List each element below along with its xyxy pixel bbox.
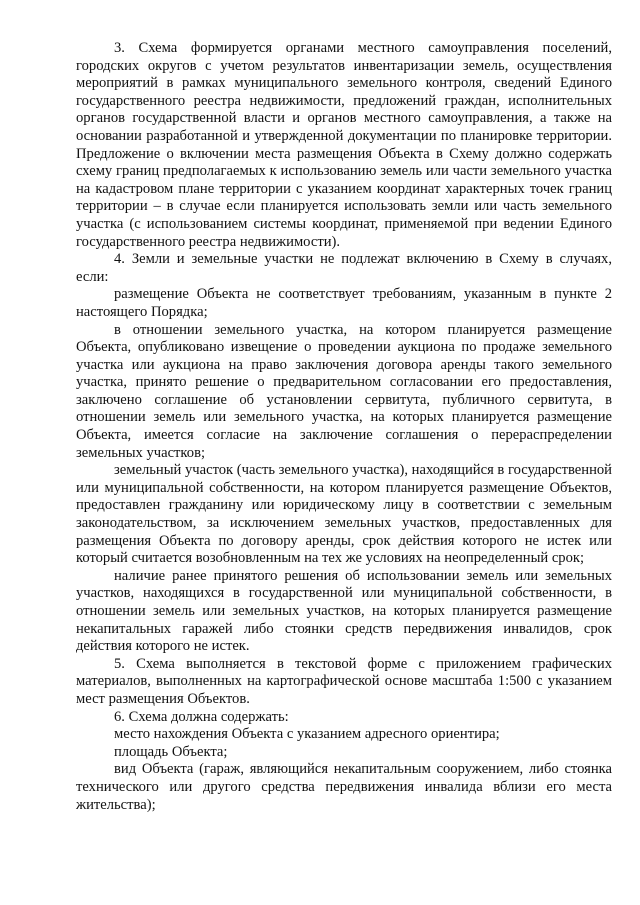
paragraph-6-contents-intro: 6. Схема должна содержать: (114, 708, 289, 725)
paragraph-4-exclusions-intro: 4. Земли и земельные участки не подлежат включению в Схему в случаях, если: (76, 251, 612, 285)
contents-item-object-type: вид Объекта (гараж, являющийся некапитальным сооружением, либо стоянка технического или другого средства передвижения инвалида вблизи его места жительства); (76, 761, 612, 813)
paragraph-3-scheme-formation: 3. Схема формируется органами местного самоуправления поселений, городских округов с учетом результатов инвентаризации земель, осуществления мероприятий в рамках муниципального земельного контроля, сведений Единого государственного реестра недвижимости, предложений граждан, исполнительных органов государственной власти и органов местного самоуправления, а также на основании разработанной и утвержденной документации по планировке территории. Предложение о включении места размещения Объекта в Схему должно содержать схему границ предполагаемых к использованию земель или части земельного участка на кадастровом плане территории с указанием координат характерных точек границ территории – в случае если планируется использовать земли или часть земельного участка (с использованием системы координат, применяемой при ведении Единого государственного реестра недвижимости). (76, 40, 612, 250)
exclusion-item-prior-decision: наличие ранее принятого решения об использовании земель или земельных участков, находящихся в государственной или муниципальной собственности, в отношении земель или земельных участков, на которых планируется размещение некапитальных гаражей либо стоянки средств передвижения инвалидов, срок действия которого не истек. (76, 567, 612, 655)
exclusion-item-land-provided: земельный участок (часть земельного участка), находящийся в государственной или муниципальной собственности, на котором планируется размещение Объектов, предоставлен гражданину или юридическому лицу в соответствии с земельным законодательством, за исключением земельных участков, предоставленных для размещения Объекта по договору аренды, срок действия которого не истек или который считается возобновленным на тех же условиях на неопределенный срок; (76, 462, 612, 567)
contents-item-location: место нахождения Объекта с указанием адресного ориентира; (114, 726, 500, 743)
document-page (76, 40, 612, 814)
contents-item-area: площадь Объекта; (114, 743, 228, 760)
exclusion-item-auction: в отношении земельного участка, на котором планируется размещение Объекта, опубликовано извещение о проведении аукциона по продаже земельного участка или аукциона на право заключения договора аренды такого земельного участка, принято решение о предварительном согласовании его предоставления, заключено соглашение об установлении сервитута, публичного сервитута, в отношении земель или земельного участка, на которых планируется размещение Объекта, имеется согласие на заключение соглашения о перераспределении земельных участков; (76, 321, 612, 461)
exclusion-item-requirements: размещение Объекта не соответствует требованиям, указанным в пункте 2 настоящего Порядка; (76, 286, 612, 320)
paragraph-5-text-form: 5. Схема выполняется в текстовой форме с приложением графических материалов, выполненных на картографической основе масштаба 1:500 с указанием мест размещения Объектов. (76, 655, 612, 707)
